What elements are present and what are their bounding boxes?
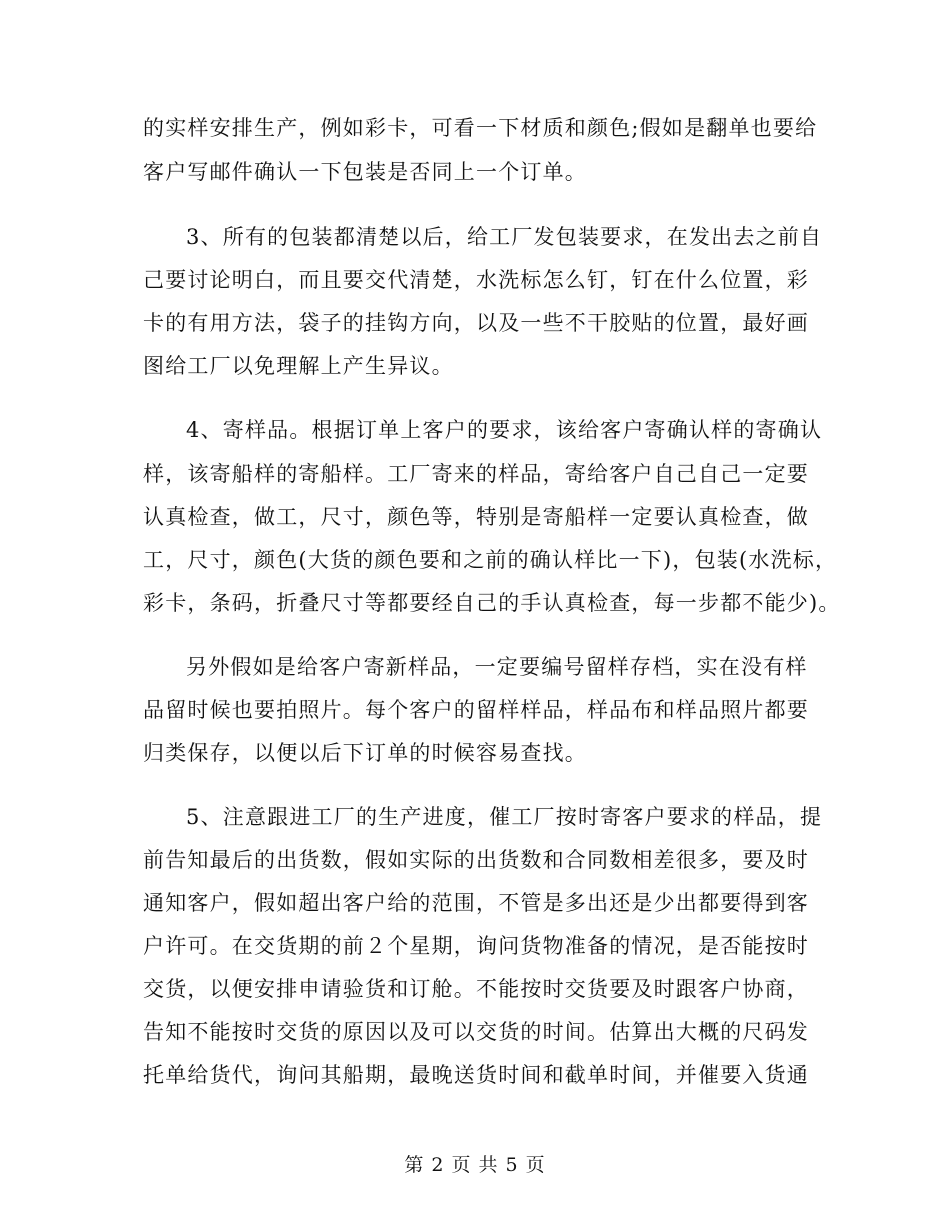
text-line: 彩卡，条码，折叠尺寸等都要经自己的手认真检查，每一步都不能少)。 [143,591,841,615]
text-line: 托单给货代，询问其船期，最晚送货时间和截单时间，并催要入货通 [143,1063,809,1087]
page-number-footer: 第 2 页 共 5 页 [404,1154,546,1176]
text-line: 样，该寄船样的寄船样。工厂寄来的样品，寄给客户自己自己一定要 [143,462,809,486]
text-line: 品留时候也要拍照片。每个客户的留样样品，样品布和样品照片都要 [143,698,809,722]
text-line: 图给工厂以免理解上产生异议。 [143,354,454,378]
text-line: 前告知最后的出货数，假如实际的出货数和合同数相差很多，要及时 [143,848,809,872]
text-line: 另外假如是给客户寄新样品，一定要编号留样存档，实在没有样 [186,655,808,679]
text-line: 交货，以便安排申请验货和订舱。不能按时交货要及时跟客户协商， [143,977,809,1001]
text-line: 的实样安排生产，例如彩卡，可看一下材质和颜色;假如是翻单也要给 [143,116,818,140]
text-line: 己要讨论明白，而且要交代清楚，水洗标怎么钉，钉在什么位置，彩 [143,268,809,292]
text-line: 认真检查，做工，尺寸，颜色等，特别是寄船样一定要认真检查，做 [143,505,809,529]
text-line: 卡的有用方法，袋子的挂钩方向，以及一些不干胶贴的位置，最好画 [143,311,809,335]
text-line: 4、寄样品。根据订单上客户的要求，该给客户寄确认样的寄确认 [186,418,823,442]
text-line: 3、所有的包装都清楚以后，给工厂发包装要求，在发出去之前自 [186,225,823,249]
text-line: 工，尺寸，颜色(大货的颜色要和之前的确认样比一下)，包装(水洗标， [143,548,838,572]
text-line: 通知客户，假如超出客户给的范围，不管是多出还是少出都要得到客 [143,891,809,915]
text-line: 户许可。在交货期的前２个星期，询问货物准备的情况，是否能按时 [143,934,809,958]
text-line: 客户写邮件确认一下包装是否同上一个订单。 [143,160,587,184]
text-line: 告知不能按时交货的原因以及可以交货的时间。估算出大概的尺码发 [143,1020,809,1044]
text-line: 5、注意跟进工厂的生产进度，催工厂按时寄客户要求的样品，提 [186,805,823,829]
text-line: 归类保存，以便以后下订单的时候容易查找。 [143,741,587,765]
